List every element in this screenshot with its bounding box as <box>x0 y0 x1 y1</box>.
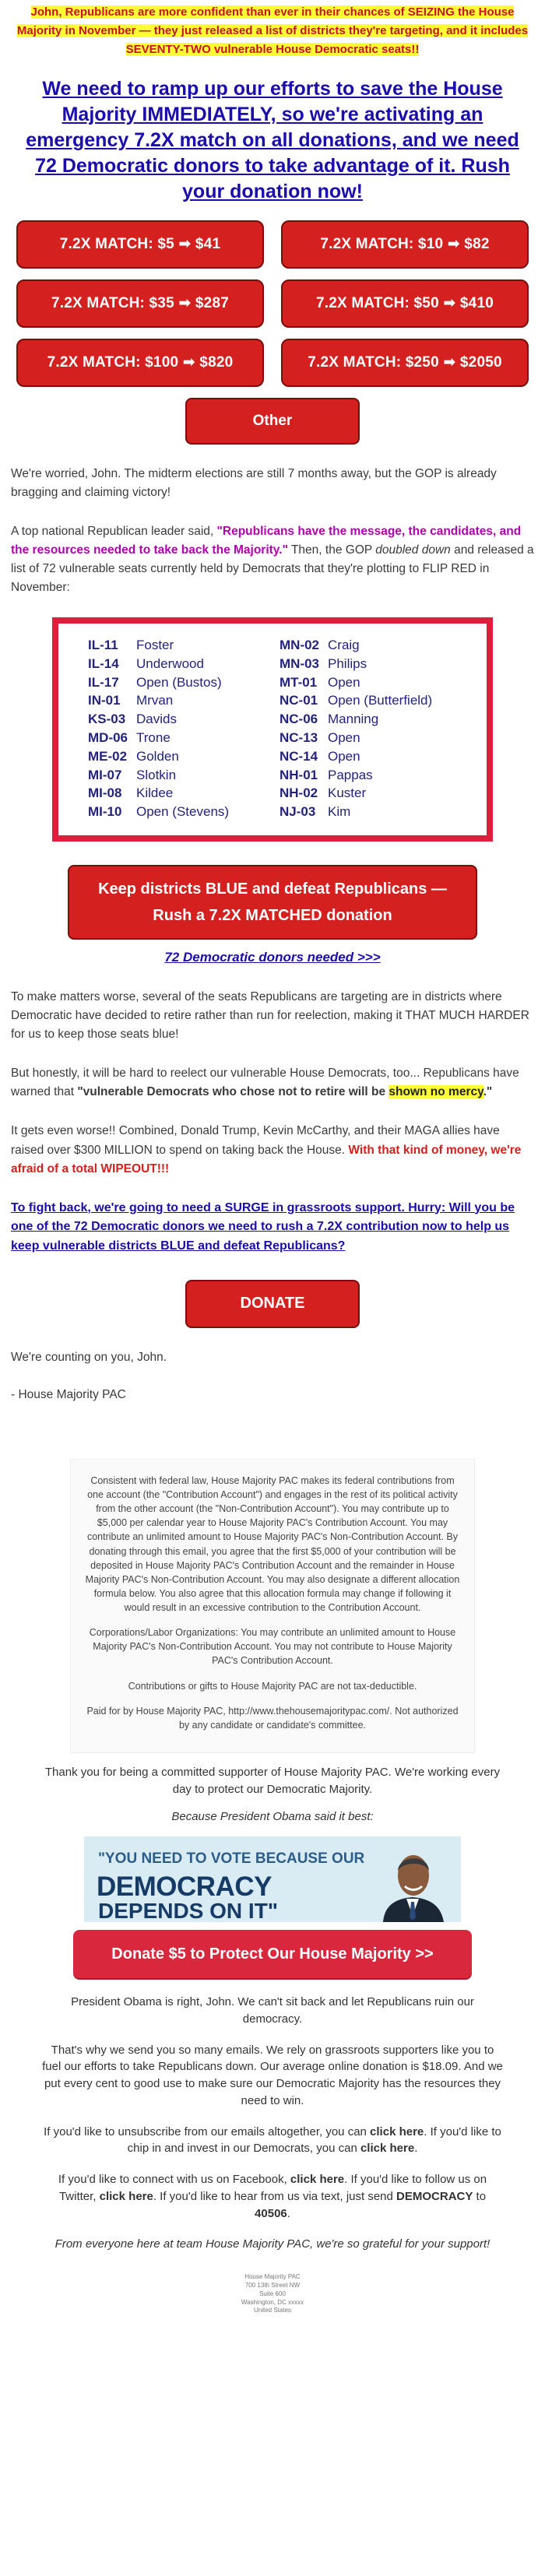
district-member: Kim <box>328 804 351 820</box>
unsubscribe-text: If you'd like to unsubscribe from our emails altogether, you can click here. If you'd like to chip in and invest in our Democrats, you can click here. <box>44 2124 501 2156</box>
district-row <box>280 747 471 766</box>
match-250-button[interactable]: 7.2X MATCH: $250 ➡ $2050 <box>281 339 529 387</box>
district-code: NC-01 <box>280 693 318 708</box>
district-code: IL-14 <box>88 655 119 671</box>
match-50-button[interactable]: 7.2X MATCH: $50 ➡ $410 <box>281 279 529 328</box>
district-member: Slotkin <box>136 767 177 782</box>
district-code: MD-06 <box>88 730 128 746</box>
district-member: Mrvan <box>136 693 174 708</box>
district-code: NC-14 <box>280 748 318 764</box>
district-member: Underwood <box>136 655 204 671</box>
para-worse: It gets even worse!! Combined, Donald Trump, Kevin McCarthy, and their MAGA allies have raised over $300 MILLION to spend on taking back the House. With that kind of money, we're afraid of a total WIPEOUT!!! <box>11 1124 522 1176</box>
district-code: NC-13 <box>280 730 318 746</box>
unsubscribe-link[interactable]: click here <box>370 2124 424 2138</box>
district-member: Open (Stevens) <box>136 804 230 820</box>
donors-needed-link[interactable]: 72 Democratic donors needed >>> <box>164 950 381 965</box>
district-row <box>280 655 471 673</box>
no-mercy-quote: "vulnerable Democrats who chose not to retire will be shown no mercy." <box>77 1085 493 1099</box>
district-member: Philips <box>328 655 367 671</box>
district-row <box>88 691 280 710</box>
intro-highlight: John, Republicans are more confident than ever in their chances of SEIZING the House Majority in November — they just released a list of districts they're targeting, and it includes SEVENTY-TWO vulnerable House Democratic seats!! <box>16 5 529 56</box>
district-member: Open (Bustos) <box>136 674 222 690</box>
district-code: MN-02 <box>280 638 320 653</box>
district-row <box>280 784 471 803</box>
district-member: Pappas <box>328 767 373 782</box>
district-member: Open <box>328 674 360 690</box>
donate-5-protect-button[interactable]: Donate $5 to Protect Our House Majority >> <box>73 1930 472 1978</box>
twitter-link[interactable]: click here <box>99 2189 153 2203</box>
thanks-text: Thank you for being a committed supporter of House Majority PAC. We're working every day to protect our Democratic Majority. <box>44 1765 501 1796</box>
district-member: Open (Butterfield) <box>328 693 433 708</box>
facebook-link[interactable]: click here <box>290 2173 345 2187</box>
district-code: NH-01 <box>280 767 318 782</box>
district-row <box>88 784 280 803</box>
signoff-text: - House Majority PAC <box>11 1387 126 1401</box>
district-row <box>88 636 280 655</box>
district-row <box>280 766 471 785</box>
district-row <box>88 673 280 692</box>
district-member: Davids <box>136 712 177 727</box>
district-member: Golden <box>136 748 179 764</box>
district-row <box>280 636 471 655</box>
other-amount-button[interactable]: Other <box>185 398 360 445</box>
district-code: IL-17 <box>88 674 119 690</box>
district-code: ME-02 <box>88 748 128 764</box>
district-row <box>280 673 471 692</box>
district-code: MN-03 <box>280 655 320 671</box>
counting-text: We're counting on you, John. <box>11 1350 167 1364</box>
district-member: Kildee <box>136 785 174 801</box>
district-code: MT-01 <box>280 674 318 690</box>
district-code: MI-08 <box>88 785 122 801</box>
chip-in-link[interactable]: click here <box>360 2142 415 2156</box>
district-code: NH-02 <box>280 785 318 801</box>
match-100-button[interactable]: 7.2X MATCH: $100 ➡ $820 <box>16 339 264 387</box>
district-column-left <box>88 636 280 821</box>
district-row <box>88 729 280 747</box>
obama-banner-image[interactable]: "YOU NEED TO VOTE BECAUSE OUR DEMOCRACY DEPENDS ON IT" <box>84 1836 461 1922</box>
mailing-address: House Majority PAC 700 13th Street NW Suite 600 Washington, DC xxxxx United States <box>241 2273 304 2314</box>
district-code: NC-06 <box>280 712 318 727</box>
para-retire: To make matters worse, several of the seats Republicans are targeting are in districts where Democratic have decided to retire rather than run for reelection, making it THAT MUCH HARDER for us to keep those seats blue! <box>11 990 529 1042</box>
district-code: IL-11 <box>88 638 118 653</box>
district-member: Open <box>328 730 360 746</box>
district-row <box>280 729 471 747</box>
why-emails-text: That's why we send you so many emails. We rely on grassroots supporters like you to fuel our efforts to take Republicans down. Our average online donation is $18.09. And we put every cent to good use to make sure our Democratic Majority has the resources they need to win. <box>42 2043 503 2107</box>
keep-blue-button[interactable]: Keep districts BLUE and defeat Republicans — Rush a 7.2X MATCHED donation <box>68 865 477 940</box>
donate-button[interactable]: DONATE <box>185 1280 360 1328</box>
closing-text: From everyone here at team House Majority PAC, we're so grateful for your support! <box>54 2237 490 2251</box>
obama-right-text: President Obama is right, John. We can't sit back and let Republicans ruin our democracy. <box>71 1995 474 2026</box>
email-body <box>0 3 545 2315</box>
district-row <box>88 803 280 821</box>
district-member: Trone <box>136 730 171 746</box>
district-row <box>280 710 471 729</box>
district-row <box>88 747 280 766</box>
district-code: MI-07 <box>88 767 122 782</box>
obama-said-text: Because President Obama said it best: <box>171 1810 374 1824</box>
legal-disclaimer: Consistent with federal law, House Majority PAC makes its federal contributions from one account (the "Contribution Account") and engages in the rest of its political activity from the other account (the "Non-Contribution Account"). You may contribute up to $5,000 per calendar year to House Majority PAC's Contribution Account. You may contribute an unlimited amount to House Majority PAC's Non-Contribution Account. By donating through this email, you agree that the first $5,000 of your contribution will be deposited in House Majority PAC's Contribution Account and the remainder in House Majority PAC's Non-Contribution Account. You may also designate a different allocation formula below. You also agree that this allocation formula may change if following it would result in an excessive contribution to the Contribution Account. Corporations/Labor Organizations: You may contribute an unlimited amount to House Majority PAC's Non-Contribution Account. You may not contribute to House Majority PAC's Contribution Account. Contributions or gifts to House Majority PAC are not tax-deductible. Paid for by House Majority PAC, http://www.thehousemajoritypac.com/. Not authorized by any candidate or candidate's committee. <box>70 1459 475 1753</box>
district-member: Manning <box>328 712 379 727</box>
district-code: KS-03 <box>88 712 126 727</box>
district-row <box>88 766 280 785</box>
surge-link[interactable]: To fight back, we're going to need a SURGE in grassroots support. Hurry: Will you be one of the 72 Democratic donors we need to rush a 7.2X contribution now to help us keep vulnerable districts BLUE and defeat Republicans? <box>11 1200 515 1253</box>
match-10-button[interactable]: 7.2X MATCH: $10 ➡ $82 <box>281 220 529 269</box>
match-button-grid <box>11 220 534 387</box>
district-member: Foster <box>136 638 174 653</box>
district-row <box>88 710 280 729</box>
social-text: If you'd like to connect with us on Facebook, click here. If you'd like to follow us on Twitter, click here. If you'd like to hear from us via text, just send DEMOCRACY to 40506. <box>58 2173 487 2220</box>
district-member: Kuster <box>328 785 367 801</box>
district-row <box>88 655 280 673</box>
district-column-right <box>280 636 471 821</box>
match-35-button[interactable]: 7.2X MATCH: $35 ➡ $287 <box>16 279 264 328</box>
district-row <box>280 691 471 710</box>
district-member: Craig <box>328 638 360 653</box>
district-member: Open <box>328 748 360 764</box>
para-worried: We're worried, John. The midterm elections are still 7 months away, but the GOP is already bragging and claiming victory! <box>11 467 497 500</box>
district-code: IN-01 <box>88 693 121 708</box>
district-code: NJ-03 <box>280 804 316 820</box>
headline-link[interactable]: We need to ramp up our efforts to save the House Majority IMMEDIATELY, so we're activating an emergency 7.2X match on all donations, and we need 72 Democratic donors to take advantage of it. Rush your donation now! <box>26 78 519 202</box>
obama-portrait-icon <box>377 1841 448 1922</box>
district-code: MI-10 <box>88 804 122 820</box>
para-gop-quote: A top national Republican leader said, "Republicans have the message, the candidates, and the resources needed to take back the Majority." Then, the GOP doubled down and released a list of 72 vulnerable seats currently held by Democrats that they're plotting to FLIP RED in November: <box>11 525 534 595</box>
district-row <box>280 803 471 821</box>
district-list-box <box>52 617 493 842</box>
para-no-mercy: But honestly, it will be hard to reelect our vulnerable House Democrats, too... Republicans have warned that "vulnerable Democrats who chose not to retire will be shown no mercy." <box>11 1067 519 1099</box>
match-5-button[interactable]: 7.2X MATCH: $5 ➡ $41 <box>16 220 264 269</box>
